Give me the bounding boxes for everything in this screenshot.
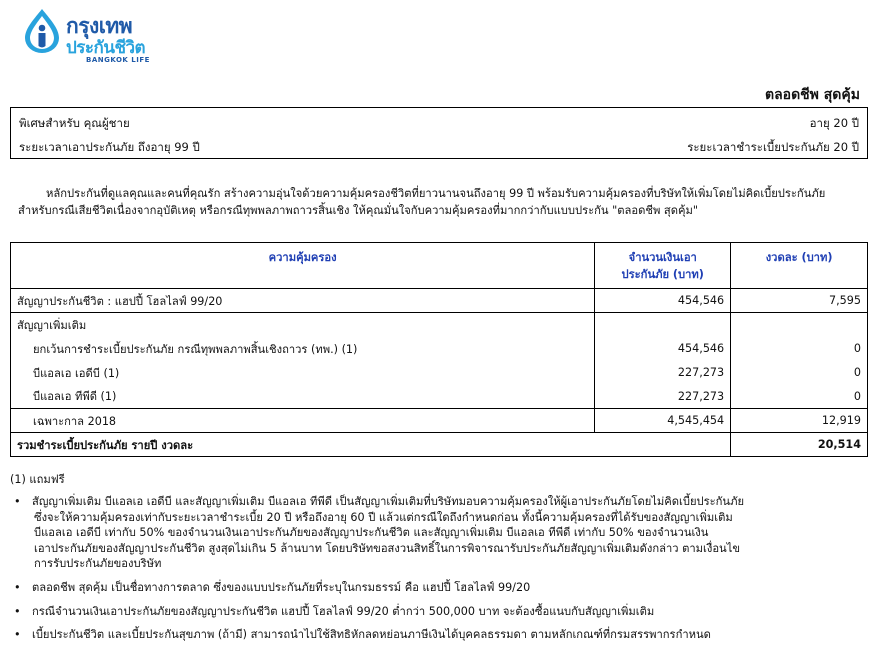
intro-line-2: สำหรับกรณีเสียชีวิตเนื่องจากอุบัติเหตุ หรือกรณีทุพพลภาพถาวรสิ้นเชิง ให้คุณมั่นใจกับความคุ้มครองที่มากกว่ากับแบบประกัน "ตลอดชีพ สุดคุ้ม" (18, 204, 698, 217)
note-line: ซึ่งจะให้ความคุ้มครองเท่ากับระยะเวลาชำระเบี้ย 20 ปี หรือถึงอายุ 60 ปี แล้วแต่กรณีใดถึงกำหนดก่อน ทั้งนี้ความคุ้มครองที่ได้รับของสัญญาเพิ่มเติม (34, 510, 733, 524)
table-row-rider (11, 385, 868, 409)
rider-label: บีแอลเอ ทีพีดี (1) (11, 385, 595, 409)
special-for-text: พิเศษสำหรับ คุณผู้ชาย (19, 116, 130, 130)
rider-label: ยกเว้นการชำระเบี้ยประกันภัย กรณีทุพพลภาพสิ้นเชิงถาวร (ทพ.) (1) (11, 337, 595, 361)
table-row-transitional (11, 409, 868, 433)
main-policy-sum-assured: 454,546 (595, 289, 731, 313)
note-line: เอาประกันภัยของสัญญาประกันชีวิต สูงสุดไม่เกิน 5 ล้านบาท โดยบริษัทขอสงวนสิทธิ์ในการพิจารณารับประกันภัยสัญญาเพิ่มเติมดังกล่าว ตามเงื่อนไข (34, 541, 740, 555)
bullet-icon: • (14, 495, 21, 508)
notes-list (10, 494, 870, 643)
intro-line-1: หลักประกันที่ดูแลคุณและคนที่คุณรัก สร้างความอุ่นใจด้วยความคุ้มครองชีวิตที่ยาวนานจนถึงอายุ 99 ปี พร้อมรับความคุ้มครองที่บริษัทให้เพิ่มโดยไม่คิดเบี้ยประกันภัย (46, 187, 826, 200)
age-text: อายุ 20 ปี (809, 116, 859, 130)
note-line: เบี้ยประกันชีวิต และเบี้ยประกันสุขภาพ (ถ้ามี) สามารถนำไปใช้สิทธิหักลดหย่อนภาษีเงินได้บุคคลธรรมดา ตามหลักเกณฑ์ที่กรมสรรพากรกำหนด (32, 628, 711, 642)
main-policy-label: สัญญาประกันชีวิต : แฮปปี้ โฮลไลฟ์ 99/20 (11, 289, 595, 313)
header-sum-assured (595, 243, 731, 289)
payment-period-text: ระยะเวลาชำระเบี้ยประกันภัย 20 ปี (687, 140, 859, 154)
note-line: การรับประกันภัยของบริษัท (34, 557, 162, 571)
table-row-rider (11, 361, 868, 385)
note-item (10, 494, 870, 572)
product-title: ตลอดชีพ สุดคุ้ม (764, 87, 860, 103)
transitional-premium: 12,919 (731, 409, 868, 433)
rider-premium: 0 (731, 337, 868, 361)
note-item (10, 580, 870, 596)
rider-sum-assured: 454,546 (595, 337, 731, 361)
rider-premium: 0 (731, 361, 868, 385)
main-policy-premium: 7,595 (731, 289, 868, 313)
drop-shield-icon (22, 8, 62, 54)
bullet-icon: • (14, 604, 21, 618)
bangkok-life-logo (22, 8, 172, 68)
table-header-row (11, 243, 868, 289)
bullet-icon: • (14, 628, 21, 642)
note-line: ตลอดชีพ สุดคุ้ม เป็นชื่อทางการตลาด ซึ่งของแบบประกันภัยที่ระบุในกรมธรรม์ คือ แฮปปี้ โฮลไลฟ์ 99/20 (32, 580, 531, 594)
table-row-riders-heading (11, 313, 868, 337)
logo-text-line1: กรุงเทพ (66, 14, 133, 38)
policy-info-box (10, 107, 868, 159)
header-sum-assured-line1: จำนวนเงินเอา (628, 251, 697, 264)
note-line: บีแอลเอ เอดีบี เท่ากับ 50% ของจำนวนเงินเอาประกันภัยของสัญญาประกันชีวิต และสัญญาเพิ่มเติม บีแอลเอ ทีพีดี เท่ากับ 50% ของจำนวนเงิน (34, 526, 709, 540)
table-row-main-policy (11, 289, 868, 313)
note-item (10, 604, 870, 620)
notes-section (10, 470, 870, 651)
transitional-label: เฉพาะกาล 2018 (11, 409, 595, 433)
logo-text-line2: ประกันชีวิต (66, 38, 146, 58)
transitional-sum-assured: 4,545,454 (595, 409, 731, 433)
rider-sum-assured: 227,273 (595, 385, 731, 409)
header-sum-assured-line2: ประกันภัย (บาท) (621, 268, 704, 281)
total-premium: 20,514 (731, 433, 868, 457)
table-row-total (11, 433, 868, 457)
free-note: (1) แถมฟรี (10, 473, 65, 486)
coverage-period-text: ระยะเวลาเอาประกันภัย ถึงอายุ 99 ปี (19, 140, 200, 154)
rider-label: บีแอลเอ เอดีบี (1) (11, 361, 595, 385)
total-label: รวมชำระเบี้ยประกันภัย รายปี งวดละ (11, 433, 731, 457)
rider-sum-assured: 227,273 (595, 361, 731, 385)
note-line: สัญญาเพิ่มเติม บีแอลเอ เอดีบี และสัญญาเพิ่มเติม บีแอลเอ ทีพีดี เป็นสัญญาเพิ่มเติมที่บริษัทมอบความคุ้มครองให้ผู้เอาประกันภัยโดยไม่คิดเบี้ยประกันภัย (32, 495, 745, 508)
header-coverage: ความคุ้มครอง (11, 243, 595, 289)
note-item (10, 627, 870, 643)
coverage-table (10, 242, 868, 457)
intro-paragraph (18, 185, 858, 219)
header-premium: งวดละ (บาท) (731, 243, 868, 289)
table-row-rider (11, 337, 868, 361)
logo-text-english: BANGKOK LIFE (86, 56, 150, 64)
rider-premium: 0 (731, 385, 868, 409)
riders-heading: สัญญาเพิ่มเติม (11, 313, 595, 337)
bullet-icon: • (14, 580, 21, 594)
note-line: กรณีจำนวนเงินเอาประกันภัยของสัญญาประกันชีวิต แฮปปี้ โฮลไลฟ์ 99/20 ต่ำกว่า 500,000 บาท จะต้องซื้อแนบกับสัญญาเพิ่มเติม (32, 604, 655, 618)
